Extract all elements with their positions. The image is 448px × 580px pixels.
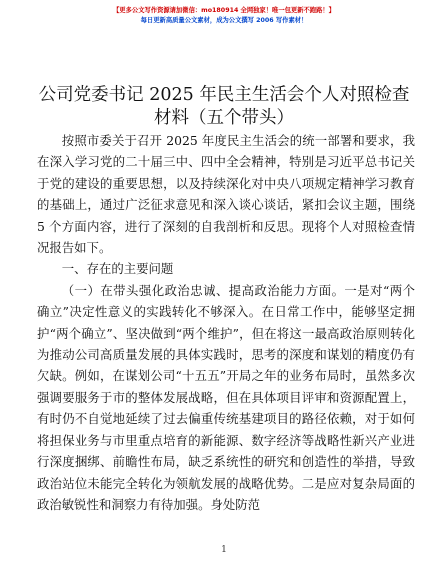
- document-title-line-2: 材料（五个带头）: [154, 108, 294, 128]
- document-title: [0, 84, 448, 130]
- promo-banner: [0, 6, 448, 25]
- promo-banner-line-2: 每日更新高质量公文素材，成为公文撰写 2006 写作素材！: [140, 16, 308, 24]
- intro-paragraph: 按照市委关于召开 2025 年度民主生活会的统一部署和要求，我在深入学习党的二十届三中、四中全会精神，特别是习近平总书记关于党的建设的重要思想，以及持续深化对中央八项规定精神学习教育的基础上，通过广泛征求意见和深入谈心谈话，紧扣会议主题，围绕 5 个方面内容，进行了深刻的自我剖析和反思。现将个人对照检查情况报告如下。: [37, 133, 415, 256]
- page-number: 1: [221, 545, 227, 555]
- paragraph-1: （一）在带头强化政治忠诚、提高政治能力方面。一是对“两个确立”决定性意义的实践转化不够深入。在日常工作中，能够坚定拥护“两个确立”、坚决做到“两个维护”，但在将这一最高政治原则转化为推动公司高质量发展的具体实践时，思考的深度和谋划的精度仍有欠缺。例如，在谋划公司“十五五”开局之年的业务布局时，虽然多次强调要服务于市的整体发展战略，但在具体项目评审和资源配置上，有时仍不自觉地延续了过去偏重传统基建项目的路径依赖，对于如何将担保业务与市里重点培育的新能源、数字经济等战略性新兴产业进行深度捆绑、前瞻性布局，缺乏系统性的研究和创造性的举措，导致政治站位未能完全转化为领航发展的战略优势。二是应对复杂局面的政治敏锐性和洞察力有待加强。身处防范: [37, 282, 415, 512]
- document-title-line-1: 公司党委书记 2025 年民主生活会个人对照检查: [38, 85, 410, 105]
- promo-banner-line-1: 【更多公文写作资源请加微信：mo180914 全网独家！唯一包更新不跑路！】: [113, 7, 335, 14]
- section-heading-1: 一、存在的主要问题: [61, 261, 174, 277]
- document-body: [37, 130, 415, 515]
